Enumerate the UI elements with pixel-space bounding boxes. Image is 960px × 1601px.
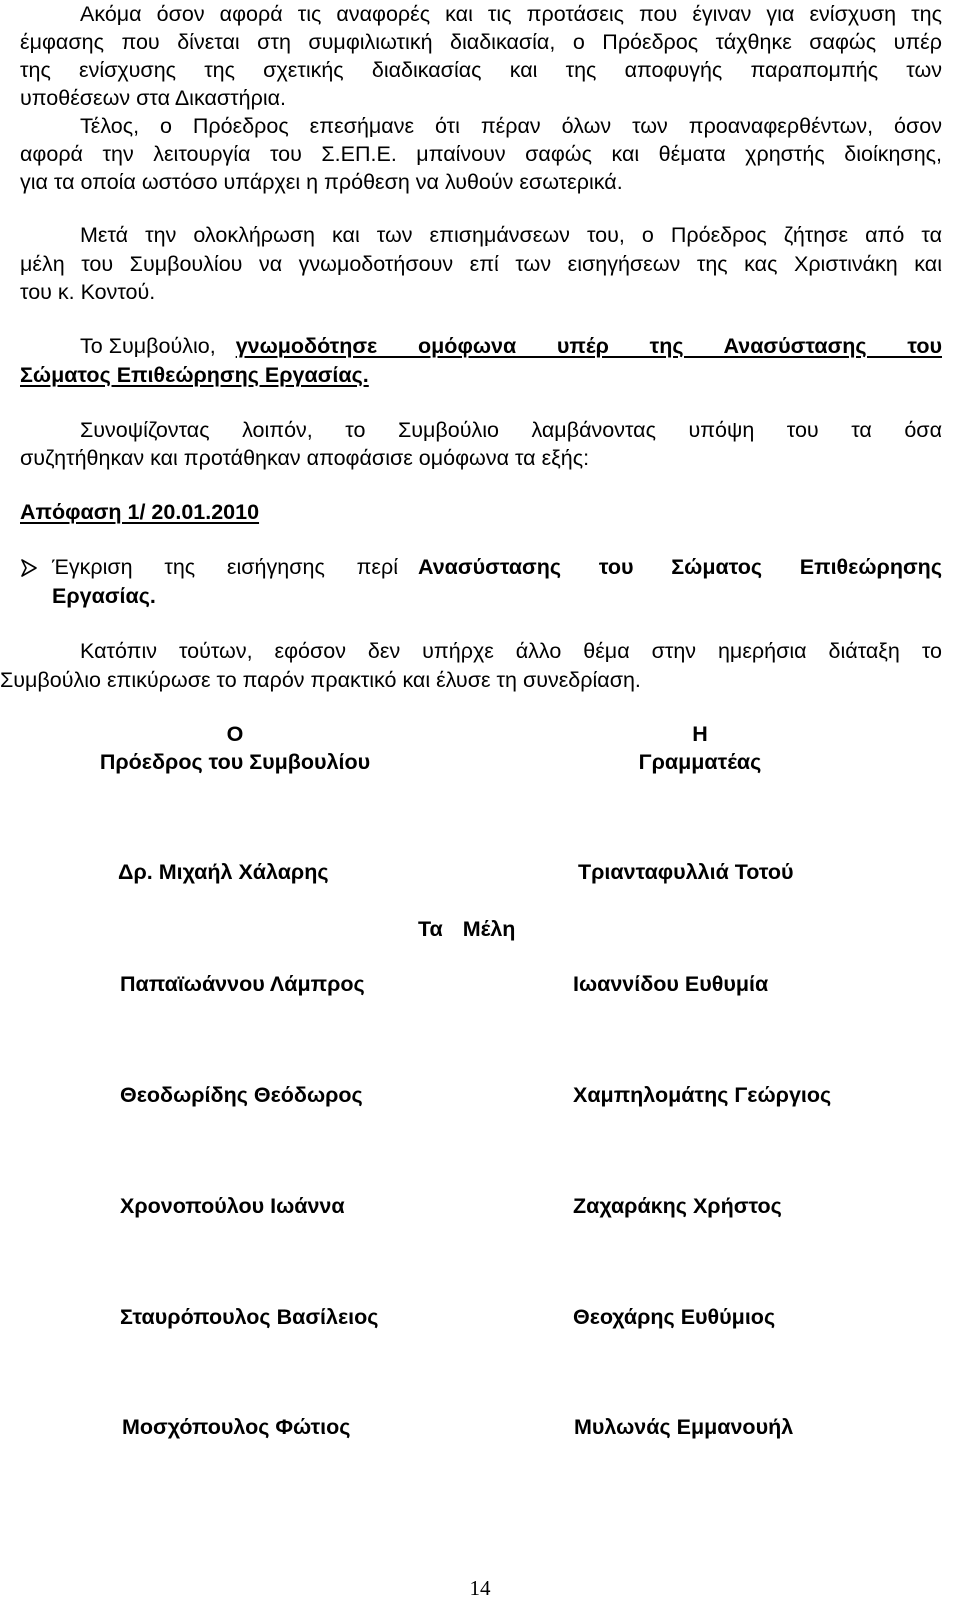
- paragraph-1-line-2: έμφασης που δίνεται στη συμφιλιωτική διαδικασία, ο Πρόεδρος τάχθηκε σαφώς υπέρ: [20, 30, 942, 54]
- member-name: Χρονοπούλου Ιωάννα: [120, 1194, 345, 1218]
- chairman-title: Πρόεδρος του Συμβουλίου: [99, 750, 371, 774]
- secretary-name: Τριανταφυλλιά Τοτού: [578, 860, 794, 884]
- paragraph-3-bold-line-1: γνωμοδότησε ομόφωνα υπέρ της Ανασύστασης του: [235, 334, 942, 358]
- member-name: Μοσχόπουλος Φώτιος: [122, 1415, 351, 1439]
- member-name: Ζαχαράκης Χρήστος: [573, 1194, 782, 1218]
- paragraph-2-line-2: μέλη του Συμβουλίου να γνωμοδοτήσουν επί των εισηγήσεων της κας Χριστινάκη και: [20, 252, 942, 276]
- bullet-bold-line-2: Εργασίας.: [52, 584, 156, 608]
- bullet-prefix: Έγκριση της εισήγησης περί: [52, 555, 398, 579]
- paragraph-2-line-3: του κ. Κοντού.: [20, 280, 156, 304]
- secretary-article: Η: [692, 722, 708, 746]
- paragraph-3-bold-line-2: Σώματος Επιθεώρησης Εργασίας.: [20, 363, 369, 387]
- member-name: Θεοδωρίδης Θεόδωρος: [120, 1083, 363, 1107]
- paragraph-1-line-6: αφορά την λειτουργία του Σ.ΕΠ.Ε. μπαίνουν σαφώς και θέματα χρηστής διοίκησης,: [20, 142, 942, 166]
- member-name: Θεοχάρης Ευθύμιος: [573, 1305, 776, 1329]
- paragraph-4-line-1: Συνοψίζοντας λοιπόν, το Συμβούλιο λαμβάνοντας υπόψη του τα όσα: [80, 418, 942, 442]
- paragraph-4-line-2: συζητήθηκαν και προτάθηκαν αποφάσισε ομόφωνα τα εξής:: [20, 446, 590, 470]
- secretary-title: Γραμματέας: [638, 750, 762, 774]
- paragraph-1-line-7: για τα οποία ωστόσο υπάρχει η πρόθεση να λυθούν εσωτερικά.: [20, 170, 623, 194]
- member-name: Χαμπηλομάτης Γεώργιος: [573, 1083, 832, 1107]
- member-name: Μυλωνάς Εμμανουήλ: [574, 1415, 794, 1439]
- paragraph-1-line-3: της ενίσχυσης της σχετικής διαδικασίας και της αποφυγής παραπομπής των: [20, 58, 942, 82]
- arrow-bullet-icon: [20, 559, 38, 577]
- paragraph-5-line-2: Συμβούλιο επικύρωσε το παρόν πρακτικό και έλυσε τη συνεδρίαση.: [0, 668, 641, 692]
- members-heading: Τα Μέλη: [418, 917, 516, 941]
- member-name: Ιωαννίδου Ευθυμία: [573, 972, 769, 996]
- paragraph-1-line-5: Τέλος, ο Πρόεδρος επεσήμανε ότι πέραν όλων των προαναφερθέντων, όσον: [80, 114, 942, 138]
- member-name: Σταυρόπουλος Βασίλειος: [120, 1305, 379, 1329]
- chairman-article: Ο: [226, 722, 244, 746]
- member-name: Παπαϊωάννου Λάμπρος: [120, 972, 365, 996]
- chairman-name: Δρ. Μιχαήλ Χάλαρης: [118, 860, 329, 884]
- decision-heading: Απόφαση 1/ 20.01.2010: [20, 500, 260, 524]
- bullet-bold-line-1: Ανασύστασης του Σώματος Επιθεώρησης: [418, 555, 942, 579]
- paragraph-5-line-1: Κατόπιν τούτων, εφόσον δεν υπήρχε άλλο θέμα στην ημερήσια διάταξη το: [80, 639, 942, 663]
- page-number: 14: [469, 1576, 491, 1600]
- paragraph-1-line-4: υποθέσεων στα Δικαστήρια.: [20, 86, 287, 110]
- paragraph-3-prefix: Το Συμβούλιο,: [80, 334, 216, 358]
- paragraph-1-line-1: Ακόμα όσον αφορά τις αναφορές και τις προτάσεις που έγιναν για ενίσχυση της: [80, 2, 942, 26]
- paragraph-2-line-1: Μετά την ολοκλήρωση και των επισημάνσεων του, ο Πρόεδρος ζήτησε από τα: [80, 223, 942, 247]
